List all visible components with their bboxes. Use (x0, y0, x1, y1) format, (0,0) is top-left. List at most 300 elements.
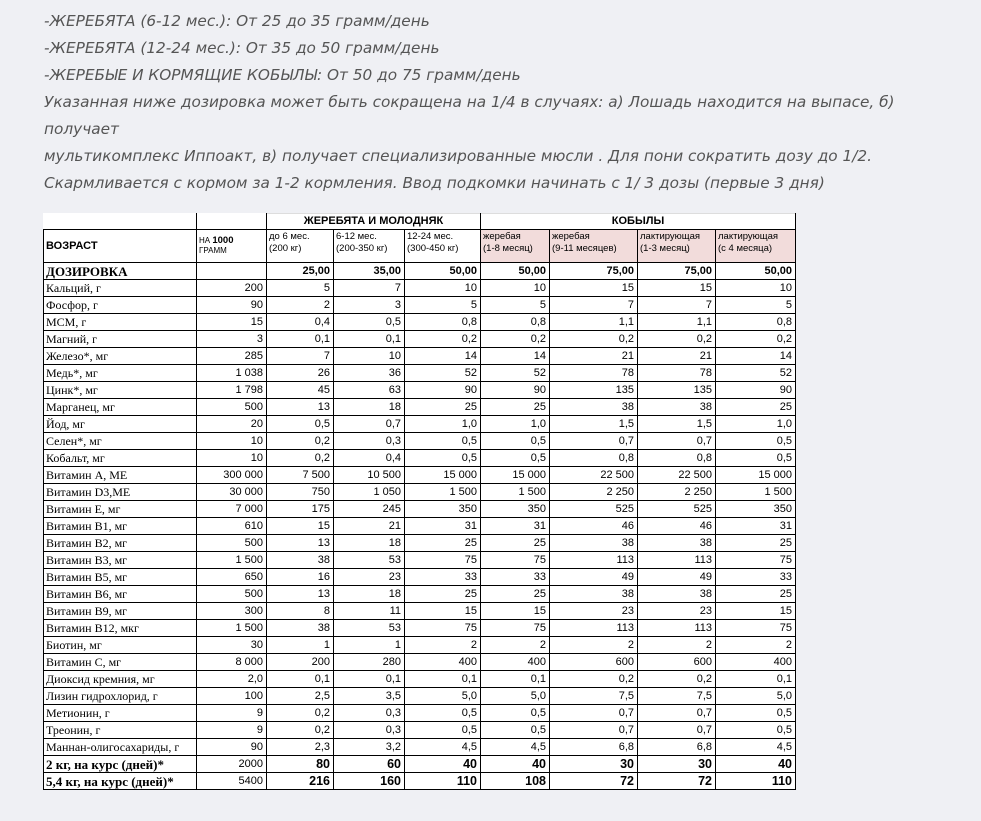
table-row (44, 603, 796, 620)
value-cell: 0,5 (405, 722, 481, 739)
per-1000-cell: 1 038 (197, 365, 267, 382)
value-cell: 90 (716, 382, 796, 399)
value-cell: 49 (638, 569, 716, 586)
row-label: Витамин В5, мг (44, 569, 197, 586)
value-cell: 0,2 (267, 722, 334, 739)
value-cell: 5,0 (405, 688, 481, 705)
table-row (44, 654, 796, 671)
table-row (44, 535, 796, 552)
row-label: Витамин В2, мг (44, 535, 197, 552)
table-row (44, 331, 796, 348)
value-cell: 113 (638, 552, 716, 569)
value-cell: 33 (716, 569, 796, 586)
value-cell: 0,2 (481, 331, 550, 348)
value-cell: 0,2 (638, 671, 716, 688)
value-cell: 10 (716, 280, 796, 297)
value-cell: 5,0 (716, 688, 796, 705)
dosage-table-image (43, 213, 796, 790)
table-row (44, 314, 796, 331)
value-cell: 50,00 (716, 263, 796, 280)
value-cell: 13 (267, 399, 334, 416)
per-1000-cell: 2,0 (197, 671, 267, 688)
value-cell: 0,7 (334, 416, 405, 433)
value-cell: 6,8 (638, 739, 716, 756)
value-cell: 200 (267, 654, 334, 671)
table-row (44, 671, 796, 688)
table-row (44, 705, 796, 722)
value-cell: 2 250 (638, 484, 716, 501)
value-cell: 36 (334, 365, 405, 382)
table-row (44, 739, 796, 756)
value-cell: 245 (334, 501, 405, 518)
table-row (44, 382, 796, 399)
value-cell: 49 (550, 569, 638, 586)
value-cell: 2,3 (267, 739, 334, 756)
value-cell: 0,1 (267, 331, 334, 348)
value-cell: 0,2 (550, 671, 638, 688)
value-cell: 2 (638, 637, 716, 654)
value-cell: 18 (334, 535, 405, 552)
value-cell: 0,5 (481, 433, 550, 450)
value-cell: 35,00 (334, 263, 405, 280)
value-cell: 13 (267, 586, 334, 603)
value-cell: 78 (550, 365, 638, 382)
value-cell: 8 (267, 603, 334, 620)
value-cell: 53 (334, 620, 405, 637)
value-cell: 25 (716, 399, 796, 416)
value-cell: 5 (716, 297, 796, 314)
row-label: Диоксид кремния, мг (44, 671, 197, 688)
value-cell: 400 (716, 654, 796, 671)
value-cell: 0,5 (716, 722, 796, 739)
value-cell: 7 500 (267, 467, 334, 484)
value-cell: 0,7 (550, 722, 638, 739)
value-cell: 50,00 (405, 263, 481, 280)
value-cell: 350 (716, 501, 796, 518)
value-cell: 1,5 (550, 416, 638, 433)
dosage-table (43, 213, 796, 790)
row-label: Йод, мг (44, 416, 197, 433)
value-cell: 7,5 (550, 688, 638, 705)
per-1000-cell: 650 (197, 569, 267, 586)
per-1000-cell: 500 (197, 399, 267, 416)
value-cell: 4,5 (405, 739, 481, 756)
value-cell: 16 (267, 569, 334, 586)
value-cell: 31 (481, 518, 550, 535)
per-1000-cell: 30 (197, 637, 267, 654)
row-label: Витамин В9, мг (44, 603, 197, 620)
row-label: Фосфор, г (44, 297, 197, 314)
table-row (44, 637, 796, 654)
value-cell: 46 (638, 518, 716, 535)
value-cell: 23 (334, 569, 405, 586)
value-cell: 38 (638, 399, 716, 416)
value-cell: 0,5 (716, 450, 796, 467)
value-cell: 113 (638, 620, 716, 637)
value-cell: 0,2 (638, 331, 716, 348)
value-cell: 21 (550, 348, 638, 365)
value-cell: 75 (405, 552, 481, 569)
value-cell: 75 (405, 620, 481, 637)
value-cell: 72 (550, 773, 638, 790)
table-row (44, 450, 796, 467)
value-cell: 25 (481, 399, 550, 416)
value-cell: 90 (481, 382, 550, 399)
value-cell: 7 (550, 297, 638, 314)
value-cell: 0,5 (405, 705, 481, 722)
per-1000-cell: 300 000 (197, 467, 267, 484)
value-cell: 75 (716, 620, 796, 637)
value-cell: 53 (334, 552, 405, 569)
table-row (44, 297, 796, 314)
value-cell: 1 (334, 637, 405, 654)
value-cell: 14 (405, 348, 481, 365)
table-row (44, 586, 796, 603)
table-row (44, 620, 796, 637)
value-cell: 2,5 (267, 688, 334, 705)
row-label: Витамин В12, мкг (44, 620, 197, 637)
value-cell: 38 (638, 586, 716, 603)
per-1000-cell: 1 500 (197, 620, 267, 637)
value-cell: 0,1 (405, 671, 481, 688)
group-header-row (44, 214, 796, 230)
per-1000-cell: 15 (197, 314, 267, 331)
per-1000-cell: 90 (197, 297, 267, 314)
per-1000-cell: 100 (197, 688, 267, 705)
value-cell: 0,7 (638, 705, 716, 722)
per-1000-cell: 9 (197, 722, 267, 739)
value-cell: 7 (638, 297, 716, 314)
column-header: жеребая (1-8 месяц) (481, 230, 550, 263)
per-1000-cell: 300 (197, 603, 267, 620)
value-cell: 0,5 (716, 433, 796, 450)
value-cell: 38 (267, 620, 334, 637)
value-cell: 14 (716, 348, 796, 365)
value-cell: 7,5 (638, 688, 716, 705)
table-row (44, 569, 796, 586)
value-cell: 25 (481, 586, 550, 603)
row-label: Биотин, мг (44, 637, 197, 654)
row-label: Витамин В6, мг (44, 586, 197, 603)
value-cell: 13 (267, 535, 334, 552)
value-cell: 2 (550, 637, 638, 654)
per-1000-cell: 1 798 (197, 382, 267, 399)
value-cell: 0,5 (334, 314, 405, 331)
row-label: Кальций, г (44, 280, 197, 297)
column-header: до 6 мес. (200 кг) (267, 230, 334, 263)
value-cell: 0,1 (267, 671, 334, 688)
value-cell: 600 (550, 654, 638, 671)
value-cell: 0,5 (405, 450, 481, 467)
row-label: Лизин гидрохлорид, г (44, 688, 197, 705)
value-cell: 25 (405, 535, 481, 552)
value-cell: 350 (405, 501, 481, 518)
intro-line: Скармливается с кормом за 1-2 кормления. Ввод подкомки начинать с 1/ 3 дозы (первые 3 дня) (44, 174, 825, 192)
value-cell: 0,2 (267, 433, 334, 450)
per-1000-cell: 2000 (197, 756, 267, 773)
per-1000-cell: 200 (197, 280, 267, 297)
value-cell: 18 (334, 586, 405, 603)
value-cell: 15 (267, 518, 334, 535)
value-cell: 25,00 (267, 263, 334, 280)
value-cell: 3,5 (334, 688, 405, 705)
value-cell: 15 (638, 280, 716, 297)
value-cell: 7 (267, 348, 334, 365)
value-cell: 0,1 (334, 671, 405, 688)
group-foals-header: ЖЕРЕБЯТА И МОЛОДНЯК (267, 214, 481, 230)
value-cell: 0,5 (481, 722, 550, 739)
table-row (44, 416, 796, 433)
value-cell: 1,5 (638, 416, 716, 433)
value-cell: 40 (405, 756, 481, 773)
value-cell: 400 (481, 654, 550, 671)
intro-line: получает (44, 120, 119, 138)
per-1000-cell: 10 (197, 433, 267, 450)
row-label: Медь*, мг (44, 365, 197, 382)
value-cell: 525 (638, 501, 716, 518)
value-cell: 38 (267, 552, 334, 569)
row-label: Треонин, г (44, 722, 197, 739)
value-cell: 1 500 (405, 484, 481, 501)
value-cell: 10 (481, 280, 550, 297)
row-label: Селен*, мг (44, 433, 197, 450)
value-cell: 0,4 (334, 450, 405, 467)
table-row (44, 399, 796, 416)
row-label: МСМ, г (44, 314, 197, 331)
table-row (44, 501, 796, 518)
value-cell: 46 (550, 518, 638, 535)
per-1000-cell: 610 (197, 518, 267, 535)
value-cell: 11 (334, 603, 405, 620)
row-label: Цинк*, мг (44, 382, 197, 399)
value-cell: 350 (481, 501, 550, 518)
value-cell: 25 (716, 586, 796, 603)
value-cell: 5 (405, 297, 481, 314)
table-row (44, 348, 796, 365)
row-label: 2 кг, на курс (дней)* (44, 756, 197, 773)
column-header: 6-12 мес. (200-350 кг) (334, 230, 405, 263)
value-cell: 33 (481, 569, 550, 586)
value-cell: 15 000 (405, 467, 481, 484)
value-cell: 75,00 (550, 263, 638, 280)
value-cell: 22 500 (550, 467, 638, 484)
value-cell: 400 (405, 654, 481, 671)
per-1000-cell: 20 (197, 416, 267, 433)
value-cell: 10 (334, 348, 405, 365)
value-cell: 40 (716, 756, 796, 773)
row-label: Витамин С, мг (44, 654, 197, 671)
value-cell: 50,00 (481, 263, 550, 280)
row-label: Магний, г (44, 331, 197, 348)
value-cell: 0,5 (716, 705, 796, 722)
value-cell: 30 (638, 756, 716, 773)
value-cell: 0,8 (481, 314, 550, 331)
column-header: лактирующая (1-3 месяц) (638, 230, 716, 263)
value-cell: 38 (550, 535, 638, 552)
per-1000-cell: 9 (197, 705, 267, 722)
value-cell: 160 (334, 773, 405, 790)
value-cell: 0,8 (638, 450, 716, 467)
group-mares-header: КОБЫЛЫ (481, 214, 796, 230)
value-cell: 10 500 (334, 467, 405, 484)
value-cell: 1,1 (550, 314, 638, 331)
age-header: ВОЗРАСТ (44, 230, 197, 263)
value-cell: 25 (716, 535, 796, 552)
totals-row (44, 756, 796, 773)
per-1000-cell: 285 (197, 348, 267, 365)
value-cell: 23 (550, 603, 638, 620)
value-cell: 52 (481, 365, 550, 382)
value-cell: 31 (405, 518, 481, 535)
value-cell: 15 000 (716, 467, 796, 484)
value-cell: 21 (334, 518, 405, 535)
value-cell: 38 (550, 399, 638, 416)
value-cell: 2 (405, 637, 481, 654)
value-cell: 110 (405, 773, 481, 790)
table-row (44, 365, 796, 382)
table-row (44, 467, 796, 484)
value-cell: 175 (267, 501, 334, 518)
value-cell: 0,4 (267, 314, 334, 331)
table-row (44, 280, 796, 297)
value-cell: 30 (550, 756, 638, 773)
value-cell: 14 (481, 348, 550, 365)
value-cell: 21 (638, 348, 716, 365)
dosage-row (44, 263, 796, 280)
value-cell: 0,7 (550, 433, 638, 450)
value-cell: 75 (481, 620, 550, 637)
row-label: Витамин Е, мг (44, 501, 197, 518)
row-label: Витамин А, МЕ (44, 467, 197, 484)
value-cell: 750 (267, 484, 334, 501)
value-cell: 80 (267, 756, 334, 773)
intro-line: мультикомплекс Иппоакт, в) получает специализированные мюсли . Для пони сократить дозу до 1/2. (44, 147, 873, 165)
value-cell: 78 (638, 365, 716, 382)
table-row (44, 722, 796, 739)
value-cell: 63 (334, 382, 405, 399)
value-cell: 60 (334, 756, 405, 773)
value-cell: 1 500 (716, 484, 796, 501)
value-cell: 1 050 (334, 484, 405, 501)
row-label: Марганец, мг (44, 399, 197, 416)
value-cell: 38 (550, 586, 638, 603)
value-cell: 4,5 (716, 739, 796, 756)
value-cell: 2 (716, 637, 796, 654)
value-cell: 600 (638, 654, 716, 671)
value-cell: 25 (405, 399, 481, 416)
per-1000-cell: 500 (197, 535, 267, 552)
value-cell: 0,2 (267, 705, 334, 722)
per-1000-cell: 10 (197, 450, 267, 467)
value-cell: 72 (638, 773, 716, 790)
value-cell: 38 (638, 535, 716, 552)
value-cell: 31 (716, 518, 796, 535)
value-cell: 135 (638, 382, 716, 399)
value-cell: 135 (550, 382, 638, 399)
value-cell: 0,3 (334, 722, 405, 739)
value-cell: 4,5 (481, 739, 550, 756)
row-label: Витамин D3,МЕ (44, 484, 197, 501)
value-cell: 110 (716, 773, 796, 790)
value-cell: 0,1 (334, 331, 405, 348)
row-label: Маннан-олигосахариды, г (44, 739, 197, 756)
value-cell: 0,8 (405, 314, 481, 331)
value-cell: 216 (267, 773, 334, 790)
row-label: Кобальт, мг (44, 450, 197, 467)
value-cell: 52 (405, 365, 481, 382)
value-cell: 75 (481, 552, 550, 569)
row-label: Метионин, г (44, 705, 197, 722)
value-cell: 108 (481, 773, 550, 790)
value-cell: 0,7 (638, 722, 716, 739)
per-1000-cell: 1 500 (197, 552, 267, 569)
value-cell: 0,2 (716, 331, 796, 348)
value-cell: 5,0 (481, 688, 550, 705)
value-cell: 3 (334, 297, 405, 314)
value-cell: 18 (334, 399, 405, 416)
table-row (44, 518, 796, 535)
column-header: 12-24 мес. (300-450 кг) (405, 230, 481, 263)
per-1000-cell: 7 000 (197, 501, 267, 518)
value-cell: 0,2 (405, 331, 481, 348)
value-cell: 280 (334, 654, 405, 671)
value-cell: 113 (550, 620, 638, 637)
row-label: ДОЗИРОВКА (44, 263, 197, 280)
value-cell: 22 500 (638, 467, 716, 484)
value-cell: 25 (405, 586, 481, 603)
value-cell: 0,5 (481, 450, 550, 467)
value-cell: 1,0 (405, 416, 481, 433)
column-header: жеребая (9-11 месяцев) (550, 230, 638, 263)
per-1000-cell: 90 (197, 739, 267, 756)
value-cell: 0,1 (716, 671, 796, 688)
value-cell: 0,1 (481, 671, 550, 688)
value-cell: 15 (716, 603, 796, 620)
value-cell: 2 (481, 637, 550, 654)
value-cell: 0,7 (638, 433, 716, 450)
table-row (44, 433, 796, 450)
table-row (44, 484, 796, 501)
table-row (44, 688, 796, 705)
value-cell: 0,8 (716, 314, 796, 331)
value-cell: 0,7 (550, 705, 638, 722)
value-cell: 0,3 (334, 433, 405, 450)
value-cell: 23 (638, 603, 716, 620)
table-row (44, 552, 796, 569)
row-label: Витамин В3, мг (44, 552, 197, 569)
value-cell: 0,5 (405, 433, 481, 450)
value-cell: 1,1 (638, 314, 716, 331)
value-cell: 33 (405, 569, 481, 586)
value-cell: 0,8 (550, 450, 638, 467)
per-1000-cell: 30 000 (197, 484, 267, 501)
value-cell: 113 (550, 552, 638, 569)
value-cell: 0,2 (267, 450, 334, 467)
value-cell: 15 (405, 603, 481, 620)
intro-line: -ЖЕРЕБЯТА (12-24 мес.): От 35 до 50 грамм/день (44, 39, 440, 57)
row-label: 5,4 кг, на курс (дней)* (44, 773, 197, 790)
value-cell: 1 (267, 637, 334, 654)
value-cell: 2 250 (550, 484, 638, 501)
column-header-row (44, 230, 796, 263)
intro-line: -ЖЕРЕБЫЕ И КОРМЯЩИЕ КОБЫЛЫ: От 50 до 75 грамм/день (44, 66, 521, 84)
value-cell: 75,00 (638, 263, 716, 280)
value-cell: 5 (481, 297, 550, 314)
value-cell: 15 000 (481, 467, 550, 484)
value-cell: 0,5 (267, 416, 334, 433)
value-cell: 5 (267, 280, 334, 297)
value-cell: 0,2 (550, 331, 638, 348)
